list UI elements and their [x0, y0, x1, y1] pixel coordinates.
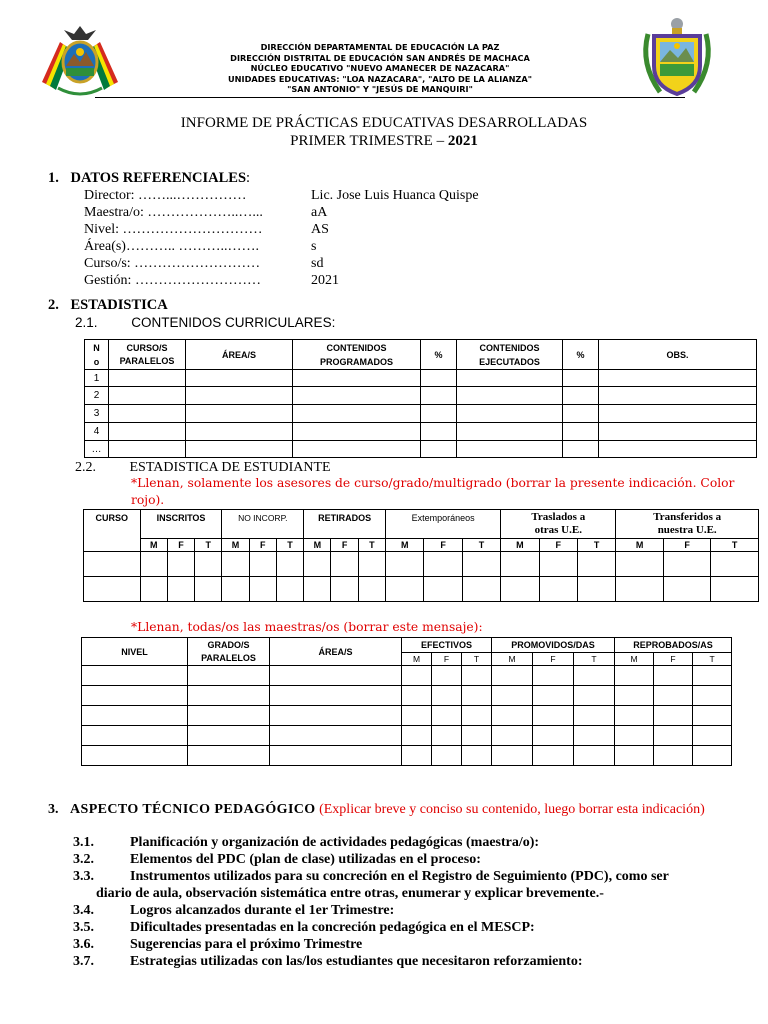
sub-f: F	[654, 653, 693, 666]
item-instruments-continued: diario de aula, observación sistemática entre otras, enumerar y explicar brevemente.-	[96, 886, 604, 901]
mft-subheader-row	[84, 539, 759, 552]
col-header-transfers-out: Traslados a otras U.E.	[501, 510, 616, 539]
subsection-number: 2.1.	[75, 315, 98, 330]
ref-label-teacher: Maestra/o: ………………..…...	[84, 205, 263, 220]
table-cell[interactable]	[492, 726, 533, 746]
sub-t: T	[693, 653, 732, 666]
table-cell[interactable]	[402, 746, 432, 766]
table-cell[interactable]	[457, 370, 563, 387]
item-number: 3.2.	[73, 852, 94, 867]
table-cell[interactable]	[616, 577, 663, 602]
table-cell[interactable]	[432, 706, 462, 726]
sub-t: T	[276, 539, 303, 552]
table-cell[interactable]	[402, 726, 432, 746]
ref-label-area: Área(s)……….. ………..…….	[84, 239, 259, 254]
report-title: INFORME DE PRÁCTICAS EDUCATIVAS DESARROLLADAS	[180, 115, 588, 131]
table-cell[interactable]	[222, 552, 249, 577]
ref-label-course: Curso/s: ………………………	[84, 256, 261, 271]
section-title: ESTADISTICA	[70, 297, 168, 313]
section-2-heading	[48, 297, 168, 314]
table-cell[interactable]	[432, 746, 462, 766]
sub-m: M	[386, 539, 424, 552]
section-number: 2.	[48, 297, 59, 313]
col-header-obs: OBS.	[599, 340, 757, 370]
header-divider	[95, 97, 685, 98]
section-3-instruction-note: (Explicar breve y conciso su contenido, luego borrar esta indicación)	[319, 802, 705, 817]
table-cell[interactable]	[654, 666, 693, 686]
item-number: 3.7.	[73, 954, 94, 969]
table-cell[interactable]	[693, 666, 732, 686]
table-cell[interactable]	[270, 746, 402, 766]
table-cell[interactable]	[663, 552, 710, 577]
table-cell[interactable]	[276, 552, 303, 577]
table-header-row	[85, 340, 757, 370]
table-cell[interactable]	[457, 423, 563, 441]
table-cell[interactable]	[249, 552, 276, 577]
table-cell[interactable]	[186, 387, 293, 405]
table-cell[interactable]	[82, 726, 188, 746]
ref-label-level: Nivel: …………………………	[84, 222, 263, 237]
table-cell[interactable]	[615, 746, 654, 766]
col-header-not-incorporated: NO INCORP.	[222, 510, 304, 539]
sub-f: F	[432, 653, 462, 666]
table-cell[interactable]	[492, 746, 533, 766]
col-header-effective: EFECTIVOS	[402, 638, 492, 653]
table-cell[interactable]	[462, 746, 492, 766]
table-cell[interactable]	[574, 746, 615, 766]
table-cell[interactable]	[574, 726, 615, 746]
table-row	[84, 577, 759, 602]
subsection-number: 2.2.	[75, 460, 96, 475]
sub-t: T	[358, 539, 385, 552]
sub-t: T	[574, 653, 615, 666]
table-cell[interactable]	[693, 726, 732, 746]
table-cell[interactable]	[140, 552, 167, 577]
table-cell[interactable]	[462, 726, 492, 746]
table-cell[interactable]	[109, 387, 186, 405]
table-cell[interactable]	[424, 552, 462, 577]
table-cell[interactable]	[222, 577, 249, 602]
table-cell[interactable]	[599, 370, 757, 387]
table-cell[interactable]	[615, 666, 654, 686]
table-cell[interactable]	[109, 405, 186, 423]
table-cell[interactable]	[492, 666, 533, 686]
table-cell[interactable]	[276, 577, 303, 602]
col-header-areas: ÁREA/S	[186, 340, 293, 370]
table-cell[interactable]	[563, 423, 599, 441]
subsection-title: CONTENIDOS CURRICULARES:	[131, 315, 336, 330]
table-cell[interactable]	[293, 423, 421, 441]
table-cell[interactable]	[563, 387, 599, 405]
table-cell[interactable]	[188, 746, 270, 766]
table-row	[84, 552, 759, 577]
sub-f: F	[331, 539, 358, 552]
row-number: …	[85, 441, 109, 458]
sub-m: M	[501, 539, 539, 552]
sub-f: F	[167, 539, 194, 552]
table-row	[85, 370, 757, 387]
table-cell[interactable]	[693, 686, 732, 706]
table-row	[85, 441, 757, 458]
table-cell[interactable]	[188, 726, 270, 746]
section-number: 1.	[48, 170, 59, 186]
sub-m: M	[140, 539, 167, 552]
table-cell[interactable]	[539, 577, 577, 602]
ref-value-year: 2021	[311, 273, 339, 288]
item-number: 3.3.	[73, 869, 94, 884]
col-header-programmed: CONTENIDOS PROGRAMADOS	[293, 340, 421, 370]
item-number: 3.6.	[73, 937, 94, 952]
item-number: 3.5.	[73, 920, 94, 935]
section-number: 3.	[48, 802, 59, 817]
sub-m: M	[616, 539, 663, 552]
table-cell[interactable]	[421, 441, 457, 458]
table-cell[interactable]	[109, 370, 186, 387]
sub-m: M	[304, 539, 331, 552]
col-header-executed: CONTENIDOS EJECUTADOS	[457, 340, 563, 370]
table-row	[85, 423, 757, 441]
table-cell[interactable]	[432, 666, 462, 686]
table-cell[interactable]	[331, 552, 358, 577]
table-cell[interactable]	[82, 666, 188, 686]
sub-m: M	[222, 539, 249, 552]
table-cell[interactable]	[270, 686, 402, 706]
table-cell[interactable]	[270, 706, 402, 726]
col-header-transfers-in: Transferidos a nuestra U.E.	[616, 510, 759, 539]
table-cell[interactable]	[457, 387, 563, 405]
section-1-heading	[48, 170, 250, 187]
table-row	[85, 387, 757, 405]
table-cell[interactable]	[654, 706, 693, 726]
table-cell[interactable]	[84, 552, 141, 577]
header-line: "SAN ANTONIO" Y "JESÚS DE MANQUIRI"	[287, 84, 473, 95]
section-title: DATOS REFERENCIALES	[70, 170, 247, 186]
table-cell[interactable]	[615, 686, 654, 706]
col-header-grades: GRADO/S PARALELOS	[188, 638, 270, 666]
table-cell[interactable]	[432, 686, 462, 706]
table-cell[interactable]	[188, 706, 270, 726]
table-cell[interactable]	[195, 552, 222, 577]
ref-label-director: Director: ……...……………	[84, 188, 247, 203]
sub-t: T	[462, 653, 492, 666]
teachers-instruction-note: *Llenan, todas/os las maestras/os (borrar este mensaje):	[131, 620, 483, 634]
table-cell[interactable]	[270, 666, 402, 686]
table-cell[interactable]	[186, 423, 293, 441]
table-cell[interactable]	[533, 706, 574, 726]
ref-value-course: sd	[311, 256, 324, 271]
ref-value-area: s	[311, 239, 317, 254]
col-header-late-enrolled: Extemporáneos	[386, 510, 501, 539]
table-cell[interactable]	[386, 552, 424, 577]
table-cell[interactable]	[82, 686, 188, 706]
item-instruments: Instrumentos utilizados para su concreción en el Registro de Seguimiento (PDC), como ser	[130, 869, 669, 884]
table-cell[interactable]	[563, 405, 599, 423]
subsection-2-2-heading	[75, 460, 331, 476]
table-cell[interactable]	[492, 686, 533, 706]
table-cell[interactable]	[402, 706, 432, 726]
col-header-percent: %	[421, 340, 457, 370]
bolivia-coat-of-arms-emblem	[36, 22, 124, 98]
heading-colon: :	[246, 170, 251, 186]
table-cell[interactable]	[574, 686, 615, 706]
row-number: 2	[85, 387, 109, 405]
col-header-failed: REPROBADOS/AS	[615, 638, 732, 653]
ref-value-director: Lic. Jose Luis Huanca Quispe	[311, 188, 479, 203]
row-number: 1	[85, 370, 109, 387]
promotion-results-table	[81, 637, 732, 766]
table-cell[interactable]	[599, 441, 757, 458]
table-cell[interactable]	[304, 552, 331, 577]
ref-value-teacher: aA	[311, 205, 328, 220]
table-cell[interactable]	[462, 577, 500, 602]
table-cell[interactable]	[188, 666, 270, 686]
item-number: 3.4.	[73, 903, 94, 918]
table-cell[interactable]	[599, 387, 757, 405]
table-cell[interactable]	[82, 746, 188, 766]
table-cell[interactable]	[693, 706, 732, 726]
table-cell[interactable]	[432, 726, 462, 746]
table-cell[interactable]	[167, 577, 194, 602]
col-header-number: N o	[85, 340, 109, 370]
table-cell[interactable]	[574, 666, 615, 686]
sub-m: M	[492, 653, 533, 666]
item-difficulties: Dificultades presentadas en la concreción pedagógica en el MESCP:	[130, 920, 535, 935]
table-cell[interactable]	[654, 686, 693, 706]
sub-t: T	[711, 539, 759, 552]
table-header-row	[82, 638, 732, 653]
table-cell[interactable]	[421, 387, 457, 405]
table-header-row	[84, 510, 759, 539]
table-cell[interactable]	[421, 405, 457, 423]
item-pdc-elements: Elementos del PDC (plan de clase) utilizadas en el proceso:	[130, 852, 481, 867]
table-cell[interactable]	[533, 746, 574, 766]
table-cell[interactable]	[599, 423, 757, 441]
table-row	[82, 666, 732, 686]
table-cell[interactable]	[421, 370, 457, 387]
ref-value-level: AS	[311, 222, 329, 237]
table-cell[interactable]	[693, 746, 732, 766]
table-cell[interactable]	[358, 577, 385, 602]
table-cell[interactable]	[599, 405, 757, 423]
sub-f: F	[663, 539, 710, 552]
sub-f: F	[249, 539, 276, 552]
table-row	[82, 726, 732, 746]
sub-t: T	[577, 539, 615, 552]
item-planning: Planificación y organización de actividades pedagógicas (maestra/o):	[130, 835, 540, 850]
table-cell[interactable]	[563, 441, 599, 458]
sub-t: T	[462, 539, 500, 552]
col-header-areas: ÁREA/S	[270, 638, 402, 666]
item-number: 3.1.	[73, 835, 94, 850]
table-cell[interactable]	[462, 552, 500, 577]
table-cell[interactable]	[293, 405, 421, 423]
table-cell[interactable]	[186, 370, 293, 387]
table-cell[interactable]	[615, 726, 654, 746]
table-cell[interactable]	[249, 577, 276, 602]
table-cell[interactable]	[293, 441, 421, 458]
table-cell[interactable]	[533, 726, 574, 746]
table-cell[interactable]	[462, 666, 492, 686]
ref-label-year: Gestión: ………………………	[84, 273, 261, 288]
table-cell[interactable]	[577, 552, 615, 577]
table-cell[interactable]	[293, 387, 421, 405]
section-3-heading	[48, 801, 732, 818]
table-cell[interactable]	[533, 666, 574, 686]
table-cell[interactable]	[615, 706, 654, 726]
report-subtitle	[0, 133, 768, 150]
col-header-withdrawn: RETIRADOS	[304, 510, 386, 539]
sub-m: M	[402, 653, 432, 666]
table-cell[interactable]	[654, 746, 693, 766]
table-cell[interactable]	[654, 726, 693, 746]
table-cell[interactable]	[402, 686, 432, 706]
table-cell[interactable]	[492, 706, 533, 726]
row-number: 4	[85, 423, 109, 441]
sub-f: F	[424, 539, 462, 552]
table-row	[82, 706, 732, 726]
header-line: DIRECCIÓN DISTRITAL DE EDUCACIÓN SAN ANDRÉS DE MACHACA	[230, 52, 530, 63]
table-cell[interactable]	[140, 577, 167, 602]
table-cell[interactable]	[167, 552, 194, 577]
table-cell[interactable]	[462, 686, 492, 706]
col-header-enrolled: INSCRITOS	[140, 510, 222, 539]
table-cell[interactable]	[533, 686, 574, 706]
report-year: 2021	[447, 133, 478, 149]
header-line: DIRECCIÓN DEPARTAMENTAL DE EDUCACIÓN LA PAZ	[260, 42, 500, 52]
advisors-instruction-note: *Llenan, solamente los asesores de curso/grado/multigrado (borrar la presente indicación. Color rojo).	[131, 476, 735, 507]
table-cell[interactable]	[270, 726, 402, 746]
table-cell[interactable]	[457, 405, 563, 423]
table-cell[interactable]	[293, 370, 421, 387]
table-cell[interactable]	[577, 577, 615, 602]
table-cell[interactable]	[616, 552, 663, 577]
table-row	[82, 686, 732, 706]
table-cell[interactable]	[186, 405, 293, 423]
table-cell[interactable]	[539, 552, 577, 577]
col-header-promoted: PROMOVIDOS/DAS	[492, 638, 615, 653]
table-cell[interactable]	[711, 577, 759, 602]
sub-t: T	[195, 539, 222, 552]
table-cell[interactable]	[386, 577, 424, 602]
table-cell[interactable]	[304, 577, 331, 602]
table-cell[interactable]	[109, 423, 186, 441]
col-header-level: NIVEL	[82, 638, 188, 666]
subsection-2-1-heading	[75, 315, 335, 330]
section-title: ASPECTO TÉCNICO PEDAGÓGICO	[70, 802, 316, 817]
table-cell[interactable]	[84, 577, 141, 602]
sub-f: F	[539, 539, 577, 552]
table-cell[interactable]	[501, 552, 539, 577]
table-cell[interactable]	[457, 441, 563, 458]
table-cell[interactable]	[358, 552, 385, 577]
table-cell[interactable]	[82, 706, 188, 726]
curricular-contents-table	[84, 339, 757, 458]
report-period: PRIMER TRIMESTRE –	[290, 133, 448, 149]
subsection-title: ESTADISTICA DE ESTUDIANTE	[129, 460, 331, 475]
table-row	[85, 405, 757, 423]
table-cell[interactable]	[402, 666, 432, 686]
table-cell[interactable]	[711, 552, 759, 577]
table-cell[interactable]	[663, 577, 710, 602]
table-cell[interactable]	[563, 370, 599, 387]
la-paz-shield-emblem	[636, 14, 718, 100]
table-cell[interactable]	[195, 577, 222, 602]
table-cell[interactable]	[421, 423, 457, 441]
table-cell[interactable]	[331, 577, 358, 602]
table-cell[interactable]	[574, 706, 615, 726]
item-suggestions: Sugerencias para el próximo Trimestre	[130, 937, 363, 952]
col-header-percent: %	[563, 340, 599, 370]
table-cell[interactable]	[109, 441, 186, 458]
table-cell[interactable]	[501, 577, 539, 602]
student-statistics-table	[83, 509, 759, 602]
table-row	[82, 746, 732, 766]
sub-f: F	[533, 653, 574, 666]
row-number: 3	[85, 405, 109, 423]
table-cell[interactable]	[462, 706, 492, 726]
table-cell[interactable]	[188, 686, 270, 706]
header-line: NÚCLEO EDUCATIVO "NUEVO AMANECER DE NAZACARA"	[250, 63, 510, 74]
header-line: UNIDADES EDUCATIVAS: "LOA NAZACARA", "ALTO DE LA ALIANZA"	[228, 73, 532, 84]
col-header-courses: CURSO/S PARALELOS	[109, 340, 186, 370]
table-cell[interactable]	[186, 441, 293, 458]
institution-header	[180, 42, 580, 95]
item-achievements: Logros alcanzados durante el 1er Trimestre:	[130, 903, 395, 918]
col-header-course: CURSO	[84, 510, 141, 552]
sub-m: M	[615, 653, 654, 666]
item-strategies: Estrategias utilizadas con las/los estudiantes que necesitaron reforzamiento:	[130, 954, 583, 969]
table-cell[interactable]	[424, 577, 462, 602]
